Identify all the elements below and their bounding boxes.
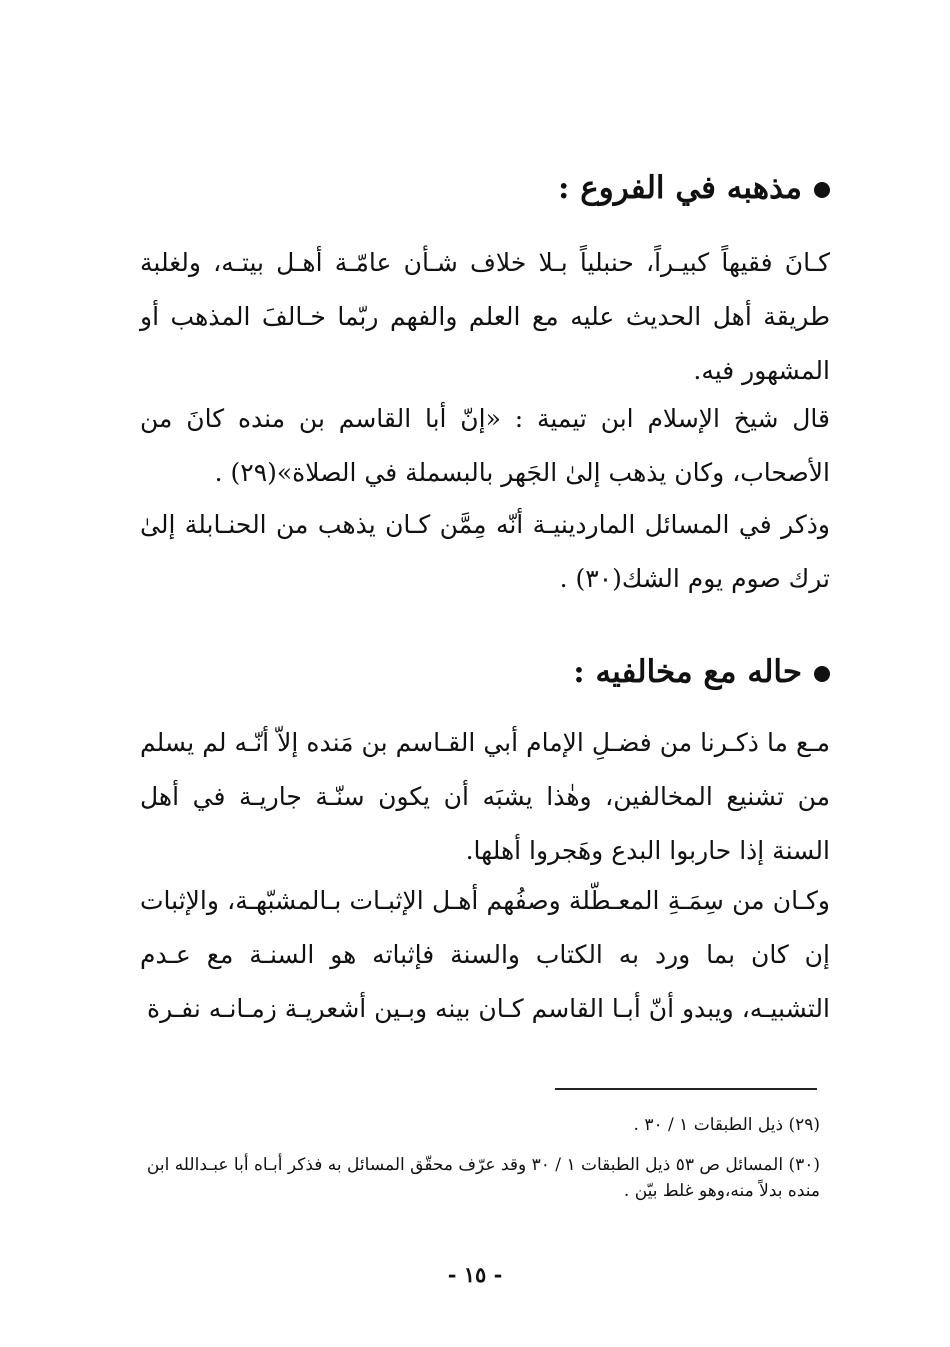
- paragraph-text: قال شيخ الإسلام ابن تيمية : «إنّ أبا القاسم بن منده كانَ من الأصحاب، وكان يذهب إلىٰ الجَهر بالبسملة في الصلاة»(٢٩) .: [140, 404, 830, 487]
- paragraph: [140, 874, 830, 1036]
- paragraph-text: وكـان من سِمَـةِ المعـطّلة وصفُهم أهـل الإثبـات بـالمشبّهـة، والإثبات إن كان بما ورد به الكتاب والسنة فإثباته هو السنـة مع عـدم التشبيـه، ويبدو أنّ أبـا القاسم كـان بينه وبـين أشعريـة زمـانـه نفـرة: [140, 886, 830, 1023]
- footnote-30: (٣٠) المسائل ص ٥٣ ذيل الطبقات ١ / ٣٠ وقد عرّف محقّق المسائل به فذكر أبـاه أبا عبـدالله ابن منده بدلاً منه،وهو غلط بيّن .: [146, 1155, 820, 1201]
- heading-text: حاله مع مخالفيه :: [573, 654, 802, 690]
- paragraph-text: وذكر في المسائل الماردينيـة أنّه مِمَّن كـان يذهب من الحنـابلة إلىٰ ترك صوم يوم الشك(٣٠) .: [140, 510, 830, 593]
- footnote-29: (٢٩) ذيل الطبقات ١ / ٣٠ .: [633, 1115, 820, 1135]
- paragraph-text: كـانَ فقيهاً كبيـراً، حنبلياً بـلا خلاف شـأن عامّـة أهـل بيتـه، ولغلبة طريقة أهل الحديث عليه مع العلم والفهم ربّما خـالفَ المذهب أو المشهور فيه.: [140, 248, 830, 385]
- paragraph: [140, 716, 830, 878]
- paragraph: [140, 498, 830, 606]
- page-number: - ١٥ -: [447, 1262, 503, 1287]
- section-heading-furu: [558, 170, 830, 206]
- paragraph-text: مـع ما ذكـرنا من فضـلِ الإمام أبي القـاسم بن مَنده إلاّ أنّـه لم يسلم من تشنيع المخالفين، وهٰذا يشبَه أن يكون سنّـة جاريـة في أهل السنة إذا حاربوا البدع وهَجروا أهلها.: [140, 728, 830, 865]
- section-heading-opponents: [573, 654, 830, 690]
- paragraph: [140, 236, 830, 398]
- footnote-divider: [555, 1088, 817, 1090]
- heading-text: مذهبه في الفروع :: [558, 170, 802, 206]
- paragraph: [140, 392, 830, 500]
- bullet-icon: [814, 666, 830, 682]
- bullet-icon: [814, 182, 830, 198]
